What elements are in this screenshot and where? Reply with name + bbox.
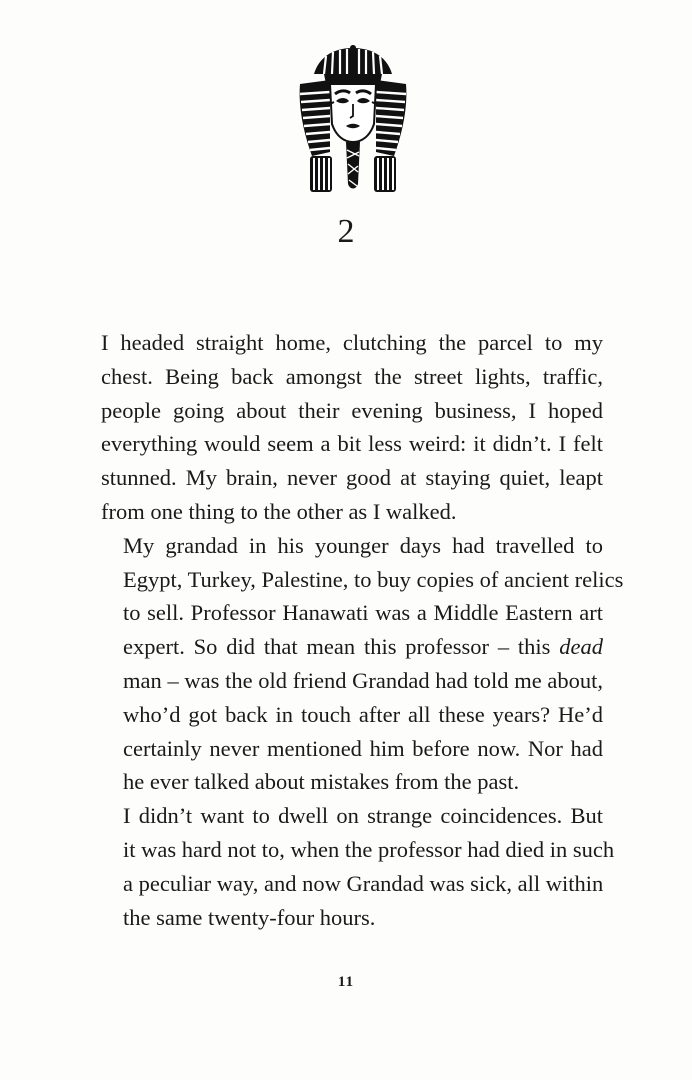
chapter-number: 2 bbox=[337, 213, 355, 250]
paragraph-1 bbox=[101, 326, 603, 529]
text-line: a peculiar way, and now Grandad was sick, all within bbox=[123, 870, 604, 896]
text-line: people going about their evening business, I hoped bbox=[101, 397, 603, 423]
text-segment: expert. So did that mean this professor – this bbox=[123, 634, 560, 660]
text-line: stunned. My brain, never good at staying quiet, leapt bbox=[101, 465, 603, 491]
text-line: I didn’t want to dwell on strange coincidences. But bbox=[123, 803, 603, 829]
text-line: Egypt, Turkey, Palestine, to buy copies of ancient relics bbox=[123, 566, 624, 592]
page-number: 11 bbox=[337, 974, 355, 990]
text-line: from one thing to the other as I walked. bbox=[101, 498, 457, 524]
chapter-body bbox=[101, 326, 624, 934]
text-line: he ever talked about mistakes from the past. bbox=[123, 769, 520, 795]
text-line: certainly never mentioned him before now. Nor had bbox=[123, 735, 603, 761]
text-line: man – was the old friend Grandad had told me about, bbox=[123, 667, 603, 693]
paragraph-2 bbox=[101, 529, 624, 799]
text-line: chest. Being back amongst the street lights, traffic, bbox=[101, 363, 603, 389]
italic-word: dead bbox=[559, 634, 603, 660]
text-line: I headed straight home, clutching the parcel to my bbox=[101, 330, 603, 355]
text-line-with-italic bbox=[101, 630, 603, 664]
text-line: who’d got back in touch after all these years? He’d bbox=[123, 701, 603, 727]
text-line: to sell. Professor Hanawati was a Middle Eastern art bbox=[123, 600, 603, 626]
text-line: everything would seem a bit less weird: it didn’t. I felt bbox=[101, 431, 603, 457]
text-line: the same twenty-four hours. bbox=[123, 904, 376, 930]
pharaoh-mask-icon bbox=[290, 44, 416, 194]
text-line: it was hard not to, when the professor had died in such bbox=[123, 836, 615, 862]
paragraph-3 bbox=[101, 799, 615, 934]
text-line: My grandad in his younger days had travelled to bbox=[123, 532, 603, 558]
